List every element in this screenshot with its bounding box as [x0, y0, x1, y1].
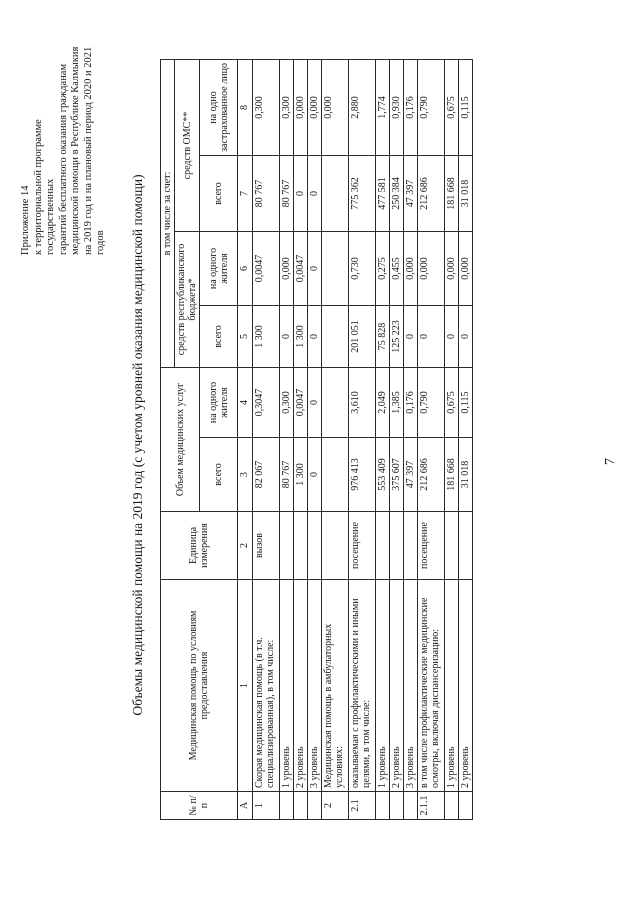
row-b-total-cell: 0 — [404, 306, 418, 368]
row-name-cell: Медицинская помощь в амбулаторных условиях: — [322, 580, 349, 792]
row-unit-cell — [459, 512, 473, 580]
header-row — [161, 59, 175, 819]
header-o-per: на одно застрахованное лицо — [200, 59, 238, 155]
row-num-cell — [308, 792, 322, 820]
row-b-total-cell: 0 — [459, 306, 473, 368]
table-row — [349, 59, 376, 819]
row-o-total-cell: 80 767 — [253, 156, 280, 232]
row-o-total-cell: 0 — [294, 156, 308, 232]
row-vol-per-cell: 2,049 — [376, 368, 390, 438]
row-vol-per-cell: 0,3047 — [253, 368, 280, 438]
row-num-cell: 2 — [322, 792, 349, 820]
table-row — [308, 59, 322, 819]
row-vol-total-cell: 31 018 — [459, 438, 473, 512]
table-row — [404, 59, 418, 819]
row-b-total-cell — [322, 306, 349, 368]
row-num-cell: 2.1.1 — [418, 792, 445, 820]
row-num-cell — [390, 792, 404, 820]
col-number: 5 — [238, 306, 253, 368]
row-o-total-cell: 250 384 — [390, 156, 404, 232]
row-num-cell: 1 — [253, 792, 280, 820]
row-vol-total-cell: 80 767 — [280, 438, 294, 512]
row-vol-total-cell: 47 397 — [404, 438, 418, 512]
row-b-total-cell: 0 — [280, 306, 294, 368]
row-b-total-cell: 1 300 — [253, 306, 280, 368]
row-vol-total-cell: 375 607 — [390, 438, 404, 512]
row-o-total-cell: 80 767 — [280, 156, 294, 232]
table-row — [418, 59, 445, 819]
header-budget: средств республиканского бюджета* — [175, 232, 200, 368]
row-unit-cell — [376, 512, 390, 580]
row-unit-cell — [404, 512, 418, 580]
row-b-total-cell: 1 300 — [294, 306, 308, 368]
row-b-total-cell: 201 051 — [349, 306, 376, 368]
row-o-per-cell: 0,000 — [294, 59, 308, 155]
col-number: 2 — [238, 512, 253, 580]
volumes-table — [160, 59, 473, 820]
row-o-per-cell: 0,000 — [322, 59, 349, 155]
document-title: Объемы медицинской помощи на 2019 год (с учетом уровней оказания медицинской помощи) — [130, 174, 145, 716]
row-vol-total-cell: 181 668 — [445, 438, 459, 512]
table-row — [280, 59, 294, 819]
row-o-total-cell: 212 686 — [418, 156, 445, 232]
appendix-line: государственных — [45, 178, 56, 255]
row-vol-per-cell: 0,0047 — [294, 368, 308, 438]
row-b-per-cell: 0,000 — [280, 232, 294, 306]
row-b-per-cell — [322, 232, 349, 306]
table-row — [253, 59, 280, 819]
row-unit-cell — [294, 512, 308, 580]
appendix-line: на 2019 год и на плановый период 2020 и 2021 — [82, 46, 94, 255]
table-row — [445, 59, 459, 819]
row-vol-total-cell: 1 300 — [294, 438, 308, 512]
row-b-total-cell: 75 828 — [376, 306, 390, 368]
row-name-cell: 2 уровень — [390, 580, 404, 792]
row-o-total-cell: 0 — [308, 156, 322, 232]
row-o-per-cell: 0,675 — [445, 59, 459, 155]
row-o-total-cell: 47 397 — [404, 156, 418, 232]
col-number: 1 — [238, 580, 253, 792]
row-name-cell: 3 уровень — [404, 580, 418, 792]
appendix-line: годов — [95, 230, 106, 255]
row-o-per-cell: 0,176 — [404, 59, 418, 155]
appendix-line: медицинской помощи в Республике Калмыкия — [70, 46, 81, 255]
header-vol-total: всего — [200, 438, 238, 512]
header-incl: в том числе за счет: — [161, 59, 175, 367]
appendix-line: к территориальной программе — [32, 119, 44, 255]
header-oms: средств ОМС** — [175, 59, 200, 231]
row-unit-cell — [445, 512, 459, 580]
col-number: 7 — [238, 156, 253, 232]
table-body — [253, 59, 473, 819]
col-number: 8 — [238, 59, 253, 155]
row-unit-cell — [308, 512, 322, 580]
row-unit-cell — [390, 512, 404, 580]
row-name-cell: Скорая медицинская помощь (в т.ч. специализированная), в том числе: — [253, 580, 280, 792]
row-o-per-cell: 0,930 — [390, 59, 404, 155]
col-number: А — [238, 792, 253, 820]
row-name-cell: 1 уровень — [280, 580, 294, 792]
header-vol-per: на одного жителя — [200, 368, 238, 438]
row-o-per-cell: 0,300 — [253, 59, 280, 155]
row-unit-cell: вызов — [253, 512, 280, 580]
row-b-per-cell: 0 — [308, 232, 322, 306]
table-row — [376, 59, 390, 819]
row-o-total-cell — [322, 156, 349, 232]
header-care: Медицинская помощь по условиям предоставления — [161, 580, 238, 792]
row-vol-per-cell: 1,385 — [390, 368, 404, 438]
row-name-cell: 1 уровень — [376, 580, 390, 792]
row-vol-per-cell: 0,115 — [459, 368, 473, 438]
appendix-note — [20, 30, 108, 255]
row-vol-total-cell: 82 067 — [253, 438, 280, 512]
row-o-total-cell: 181 668 — [445, 156, 459, 232]
appendix-line: Приложение 14 — [20, 185, 31, 255]
row-name-cell: оказываемая с профилактическими и иными целями, в том числе: — [349, 580, 376, 792]
header-o-total: всего — [200, 156, 238, 232]
row-vol-per-cell: 3,610 — [349, 368, 376, 438]
table-row — [322, 59, 349, 819]
row-vol-per-cell: 0,790 — [418, 368, 445, 438]
row-o-total-cell: 775 362 — [349, 156, 376, 232]
row-b-per-cell: 0,0047 — [294, 232, 308, 306]
row-b-total-cell: 0 — [308, 306, 322, 368]
row-num-cell: 2.1 — [349, 792, 376, 820]
row-vol-per-cell: 0,675 — [445, 368, 459, 438]
row-b-per-cell: 0,000 — [459, 232, 473, 306]
row-vol-total-cell: 976 413 — [349, 438, 376, 512]
row-b-total-cell: 0 — [445, 306, 459, 368]
row-o-per-cell: 0,000 — [308, 59, 322, 155]
row-vol-per-cell: 0,300 — [280, 368, 294, 438]
row-vol-per-cell: 0,176 — [404, 368, 418, 438]
appendix-line: гарантий бесплатного оказания гражданам — [57, 63, 69, 255]
row-num-cell — [376, 792, 390, 820]
page-number: 7 — [603, 458, 618, 465]
header-volume: Объем медицинских услуг — [161, 368, 200, 512]
table-row — [294, 59, 308, 819]
row-b-per-cell: 0,000 — [445, 232, 459, 306]
row-name-cell: 3 уровень — [308, 580, 322, 792]
row-vol-per-cell: 0 — [308, 368, 322, 438]
column-number-row — [238, 59, 253, 819]
header-num: № п/п — [161, 792, 238, 820]
row-unit-cell — [322, 512, 349, 580]
header-unit: Единица измерения — [161, 512, 238, 580]
row-o-per-cell: 0,115 — [459, 59, 473, 155]
row-b-per-cell: 0,275 — [376, 232, 390, 306]
row-b-total-cell: 0 — [418, 306, 445, 368]
row-num-cell — [445, 792, 459, 820]
row-b-per-cell: 0,730 — [349, 232, 376, 306]
header-b-total: всего — [200, 306, 238, 368]
row-vol-total-cell: 553 409 — [376, 438, 390, 512]
row-name-cell: 2 уровень — [459, 580, 473, 792]
row-num-cell — [404, 792, 418, 820]
row-unit-cell — [280, 512, 294, 580]
row-b-per-cell: 0,000 — [404, 232, 418, 306]
row-o-total-cell: 477 581 — [376, 156, 390, 232]
row-unit-cell: посещение — [418, 512, 445, 580]
row-name-cell: в том числе профилактические медицинские осмотры, включая диспансеризацию: — [418, 580, 445, 792]
row-num-cell — [459, 792, 473, 820]
row-b-total-cell: 125 223 — [390, 306, 404, 368]
row-o-per-cell: 1,774 — [376, 59, 390, 155]
row-name-cell: 2 уровень — [294, 580, 308, 792]
row-b-per-cell: 0,000 — [418, 232, 445, 306]
row-unit-cell: посещение — [349, 512, 376, 580]
row-vol-total-cell — [322, 438, 349, 512]
row-name-cell: 1 уровень — [445, 580, 459, 792]
row-vol-total-cell: 212 686 — [418, 438, 445, 512]
row-b-per-cell: 0,455 — [390, 232, 404, 306]
row-num-cell — [280, 792, 294, 820]
row-o-total-cell: 31 018 — [459, 156, 473, 232]
row-o-per-cell: 0,300 — [280, 59, 294, 155]
col-number: 6 — [238, 232, 253, 306]
header-b-per: на одного жителя — [200, 232, 238, 306]
col-number: 3 — [238, 438, 253, 512]
row-vol-total-cell: 0 — [308, 438, 322, 512]
table-row — [390, 59, 404, 819]
row-o-per-cell: 0,790 — [418, 59, 445, 155]
row-num-cell — [294, 792, 308, 820]
row-vol-per-cell — [322, 368, 349, 438]
col-number: 4 — [238, 368, 253, 438]
row-o-per-cell: 2,880 — [349, 59, 376, 155]
row-b-per-cell: 0,0047 — [253, 232, 280, 306]
table-row — [459, 59, 473, 819]
